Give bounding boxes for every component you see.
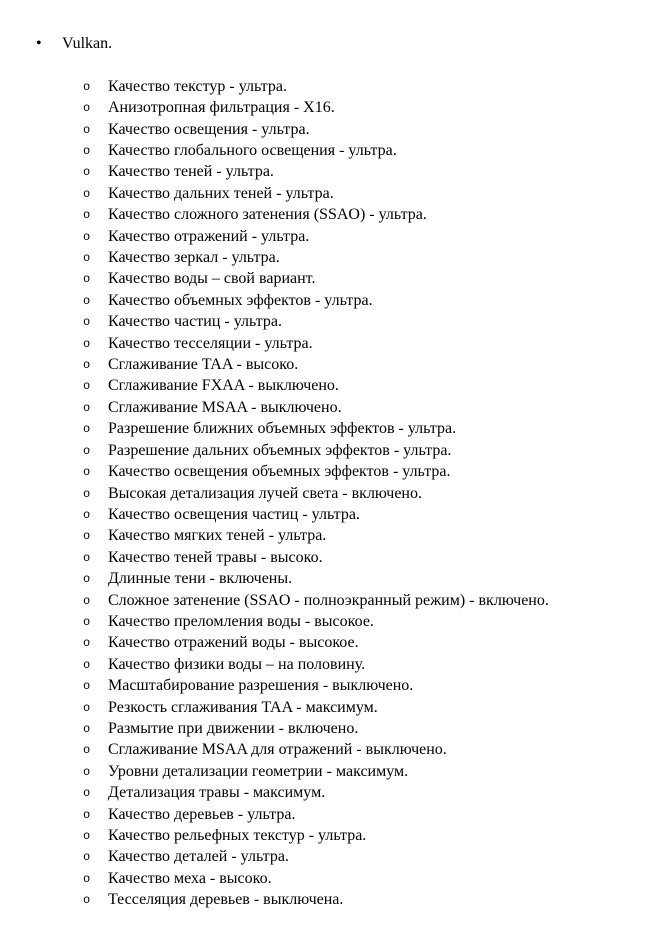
- bullet-circle-icon: o: [83, 507, 91, 522]
- bullet-circle-icon: o: [83, 657, 91, 672]
- list-item-text: Резкость сглаживания TAA - максимум.: [108, 698, 378, 716]
- list-item-text: Качество освещения частиц - ультра.: [108, 505, 360, 523]
- list-item: [0, 632, 667, 653]
- list-item: [0, 354, 667, 375]
- list-item: [0, 504, 667, 525]
- bullet-circle-icon: o: [83, 700, 91, 715]
- list-item: [0, 590, 667, 611]
- list-item: [0, 440, 667, 461]
- bullet-circle-icon: o: [83, 315, 91, 330]
- list-item-text: Качество объемных эффектов - ультра.: [108, 291, 373, 309]
- bullet-circle-icon: o: [83, 336, 91, 351]
- bullet-circle-icon: o: [83, 400, 91, 415]
- list-item: [0, 204, 667, 225]
- list-item: [0, 247, 667, 268]
- list-item-text: Сглаживание MSAA для отражений - выключено.: [108, 741, 447, 759]
- list-item: [0, 76, 667, 97]
- bullet-circle-icon: o: [83, 122, 91, 137]
- list-item-text: Качество физики воды – на половину.: [108, 655, 366, 673]
- bullet-circle-icon: o: [83, 486, 91, 501]
- list-item: [0, 375, 667, 396]
- list-item: [0, 846, 667, 867]
- list-item: [0, 718, 667, 739]
- list-item: [0, 782, 667, 803]
- list-item-text: Качество воды – свой вариант.: [108, 270, 316, 288]
- list-item: [0, 418, 667, 439]
- list-item: [0, 119, 667, 140]
- list-item: [0, 547, 667, 568]
- list-item-text: Сложное затенение (SSAO - полноэкранный режим) - включено.: [108, 591, 549, 609]
- list-item: [0, 697, 667, 718]
- bullet-circle-icon: o: [83, 614, 91, 629]
- bullet-circle-icon: o: [83, 850, 91, 865]
- bullet-circle-icon: o: [83, 529, 91, 544]
- bullet-circle-icon: o: [83, 293, 91, 308]
- list-item-text: Длинные тени - включены.: [108, 570, 293, 588]
- list-item: [0, 868, 667, 889]
- list-item-text: Качество теней травы - высоко.: [108, 548, 323, 566]
- bullet-circle-icon: o: [83, 743, 91, 758]
- list-item-text: Тесселяция деревьев - выключена.: [108, 891, 344, 909]
- list-item: [0, 333, 667, 354]
- bullet-circle-icon: o: [83, 229, 91, 244]
- bullet-circle-icon: o: [83, 893, 91, 908]
- list-item: [0, 739, 667, 760]
- list-item-text: Разрешение дальних объемных эффектов - ультра.: [108, 441, 452, 459]
- bullet-circle-icon: o: [83, 764, 91, 779]
- list-item-text: Качество мягких теней - ультра.: [108, 527, 327, 545]
- bullet-circle-icon: o: [83, 272, 91, 287]
- list-item-text: Размытие при движении - включено.: [108, 719, 359, 737]
- bullet-circle-icon: o: [83, 871, 91, 886]
- list-item-text: Сглаживание MSAA - выключено.: [108, 398, 342, 416]
- list-item-text: Масштабирование разрешения - выключено.: [108, 677, 414, 695]
- list-item-text: Качество освещения объемных эффектов - ультра.: [108, 463, 451, 481]
- bullet-circle-icon: o: [83, 144, 91, 159]
- list-item: [0, 761, 667, 782]
- list-item: [0, 311, 667, 332]
- list-item-text: Качество текстур - ультра.: [108, 77, 287, 95]
- list-item-text: Качество зеркал - ультра.: [108, 249, 280, 267]
- list-item: [0, 183, 667, 204]
- bullet-circle-icon: o: [83, 679, 91, 694]
- list-item-text: Анизотропная фильтрация - X16.: [108, 99, 335, 117]
- list-item-text: Качество сложного затенения (SSAO) - ультра.: [108, 206, 427, 224]
- list-item: [0, 397, 667, 418]
- list-title: Vulkan.: [62, 35, 113, 52]
- list-item: [0, 675, 667, 696]
- bullet-circle-icon: o: [83, 251, 91, 266]
- list-item-text: Сглаживание TAA - высоко.: [108, 356, 299, 374]
- list-item: [0, 290, 667, 311]
- bullet-circle-icon: o: [83, 422, 91, 437]
- list-item: [0, 825, 667, 846]
- list-item-text: Качество деревьев - ультра.: [108, 805, 296, 823]
- list-item-text: Качество освещения - ультра.: [108, 120, 310, 138]
- bullet-circle-icon: o: [83, 786, 91, 801]
- list-item: [0, 804, 667, 825]
- bullet-circle-icon: o: [83, 165, 91, 180]
- list-item: [0, 461, 667, 482]
- bullet-circle-icon: o: [83, 572, 91, 587]
- bullet-circle-icon: o: [83, 208, 91, 223]
- list-item-text: Качество преломления воды - высокое.: [108, 612, 374, 630]
- list-item-text: Качество отражений - ультра.: [108, 227, 310, 245]
- list-item-text: Качество глобального освещения - ультра.: [108, 142, 397, 160]
- bullet-circle-icon: o: [83, 721, 91, 736]
- list-item-text: Детализация травы - максимум.: [108, 784, 326, 802]
- list-item-text: Качество отражений воды - высокое.: [108, 634, 359, 652]
- list-item-text: Сглаживание FXAA - выключено.: [108, 377, 339, 395]
- bullet-circle-icon: o: [83, 829, 91, 844]
- bullet-circle-icon: o: [83, 379, 91, 394]
- list-item-text: Качество теней - ультра.: [108, 163, 274, 181]
- list-item-text: Качество частиц - ультра.: [108, 313, 282, 331]
- list-item-text: Качество тесселяции - ультра.: [108, 334, 313, 352]
- bullet-circle-icon: o: [83, 593, 91, 608]
- list-item-vulkan: [0, 33, 667, 54]
- list-item: [0, 654, 667, 675]
- list-item: [0, 268, 667, 289]
- bullet-circle-icon: o: [83, 186, 91, 201]
- list-item-text: Разрешение ближних объемных эффектов - ультра.: [108, 420, 457, 438]
- list-item-text: Качество меха - высоко.: [108, 869, 272, 887]
- list-item: [0, 161, 667, 182]
- list-item-text: Качество дальних теней - ультра.: [108, 184, 334, 202]
- list-item: [0, 568, 667, 589]
- list-item: [0, 611, 667, 632]
- bullet-circle-icon: o: [83, 465, 91, 480]
- bullet-circle-icon: o: [83, 550, 91, 565]
- list-item: [0, 97, 667, 118]
- bullet-disc-icon: •: [36, 35, 42, 52]
- list-item-text: Высокая детализация лучей света - включено.: [108, 484, 422, 502]
- list-item: [0, 483, 667, 504]
- bullet-circle-icon: o: [83, 101, 91, 116]
- bullet-circle-icon: o: [83, 443, 91, 458]
- bullet-circle-icon: o: [83, 358, 91, 373]
- list-item: [0, 226, 667, 247]
- settings-list: [0, 76, 667, 911]
- bullet-circle-icon: o: [83, 79, 91, 94]
- list-item: [0, 889, 667, 910]
- bullet-circle-icon: o: [83, 807, 91, 822]
- list-item: [0, 140, 667, 161]
- list-item-text: Качество рельефных текстур - ультра.: [108, 827, 367, 845]
- bullet-circle-icon: o: [83, 636, 91, 651]
- list-item-text: Качество деталей - ультра.: [108, 848, 289, 866]
- list-item: [0, 525, 667, 546]
- list-item-text: Уровни детализации геометрии - максимум.: [108, 762, 409, 780]
